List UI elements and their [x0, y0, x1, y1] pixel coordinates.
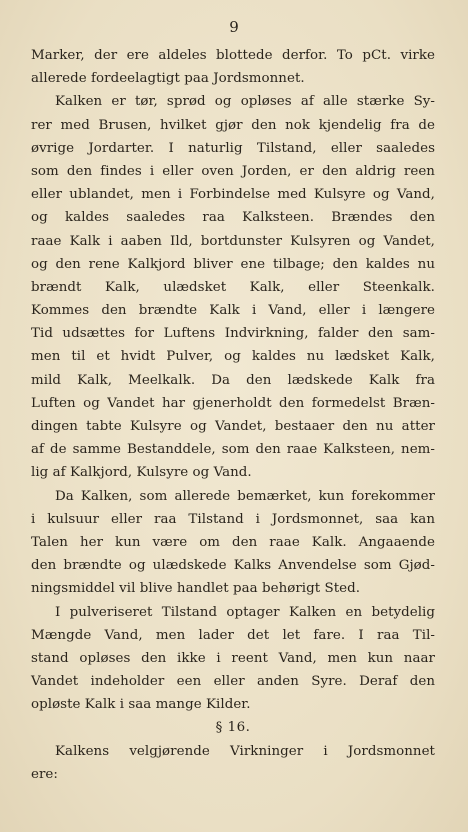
text-line: stand opløses den ikke i reent Vand, men kun naar — [31, 650, 435, 666]
text-line: Luften og Vandet har gjenerholdt den formedelst Bræn- — [31, 395, 435, 411]
text-line: og kaldes saaledes raa Kalksteen. Brændes den — [31, 210, 435, 226]
text-line: øvrige Jordarter. I naturlig Tilstand, eller saaledes — [31, 140, 435, 156]
text-line: raae Kalk i aaben Ild, bortdunster Kulsyren og Vandet, — [31, 233, 435, 249]
text-line: Vandet indeholder een eller anden Syre. Deraf den — [31, 674, 435, 690]
text-line: mild Kalk, Meelkalk. Da den lædskede Kalk fra — [31, 372, 435, 388]
text-line: lig af Kalkjord, Kulsyre og Vand. — [31, 465, 252, 481]
text-line: opløste Kalk i saa mange Kilder. — [31, 697, 251, 713]
text-line: den brændte og ulædskede Kalks Anvendelse som Gjød- — [31, 558, 435, 574]
body-text — [31, 44, 435, 786]
text-line: Kalken er tør, sprød og opløses af alle stærke Sy- — [55, 94, 435, 110]
text-line: Talen her kun være om den raae Kalk. Angaaende — [31, 534, 435, 550]
text-line: Da Kalken, som allerede bemærket, kun forekommer — [55, 488, 435, 504]
text-line: Kalkens velgjørende Virkninger i Jordsmonnet — [55, 743, 435, 759]
text-line: men til et hvidt Pulver, og kaldes nu lædsket Kalk, — [31, 349, 435, 365]
text-line: brændt Kalk, ulædsket Kalk, eller Steenkalk. — [31, 279, 435, 295]
text-line: Kommes den brændte Kalk i Vand, eller i længere — [31, 303, 435, 319]
text-line: af de samme Bestanddele, som den raae Kalksteen, nem- — [31, 442, 435, 458]
text-line: Marker, der ere aldeles blottede derfor. To pCt. virke — [31, 48, 435, 63]
text-line: allerede fordeelagtigt paa Jordsmonnet. — [31, 71, 305, 87]
page-number: 9 — [229, 18, 239, 36]
text-line: rer med Brusen, hvilket gjør den nok kjendelig fra de — [31, 117, 435, 133]
text-line: dingen tabte Kulsyre og Vandet, bestaaer den nu atter — [31, 419, 435, 434]
section-heading: § 16. — [215, 720, 251, 736]
text-line: Tid udsættes for Luftens Indvirkning, falder den sam- — [31, 326, 435, 342]
text-line: Mængde Vand, men lader det let fare. I raa Til- — [31, 627, 435, 643]
text-line: som den findes i eller oven Jorden, er den aldrig reen — [31, 163, 435, 179]
text-line: og den rene Kalkjord bliver ene tilbage; den kaldes nu — [31, 256, 435, 272]
text-line: eller ublandet, men i Forbindelse med Kulsyre og Vand, — [31, 187, 435, 203]
text-line: ningsmiddel vil blive handlet paa behørigt Sted. — [31, 581, 361, 597]
text-line: ere: — [31, 766, 58, 782]
text-line: I pulveriseret Tilstand optager Kalken en betydelig — [55, 604, 435, 620]
text-line: i kulsuur eller raa Tilstand i Jordsmonnet, saa kan — [31, 511, 435, 527]
